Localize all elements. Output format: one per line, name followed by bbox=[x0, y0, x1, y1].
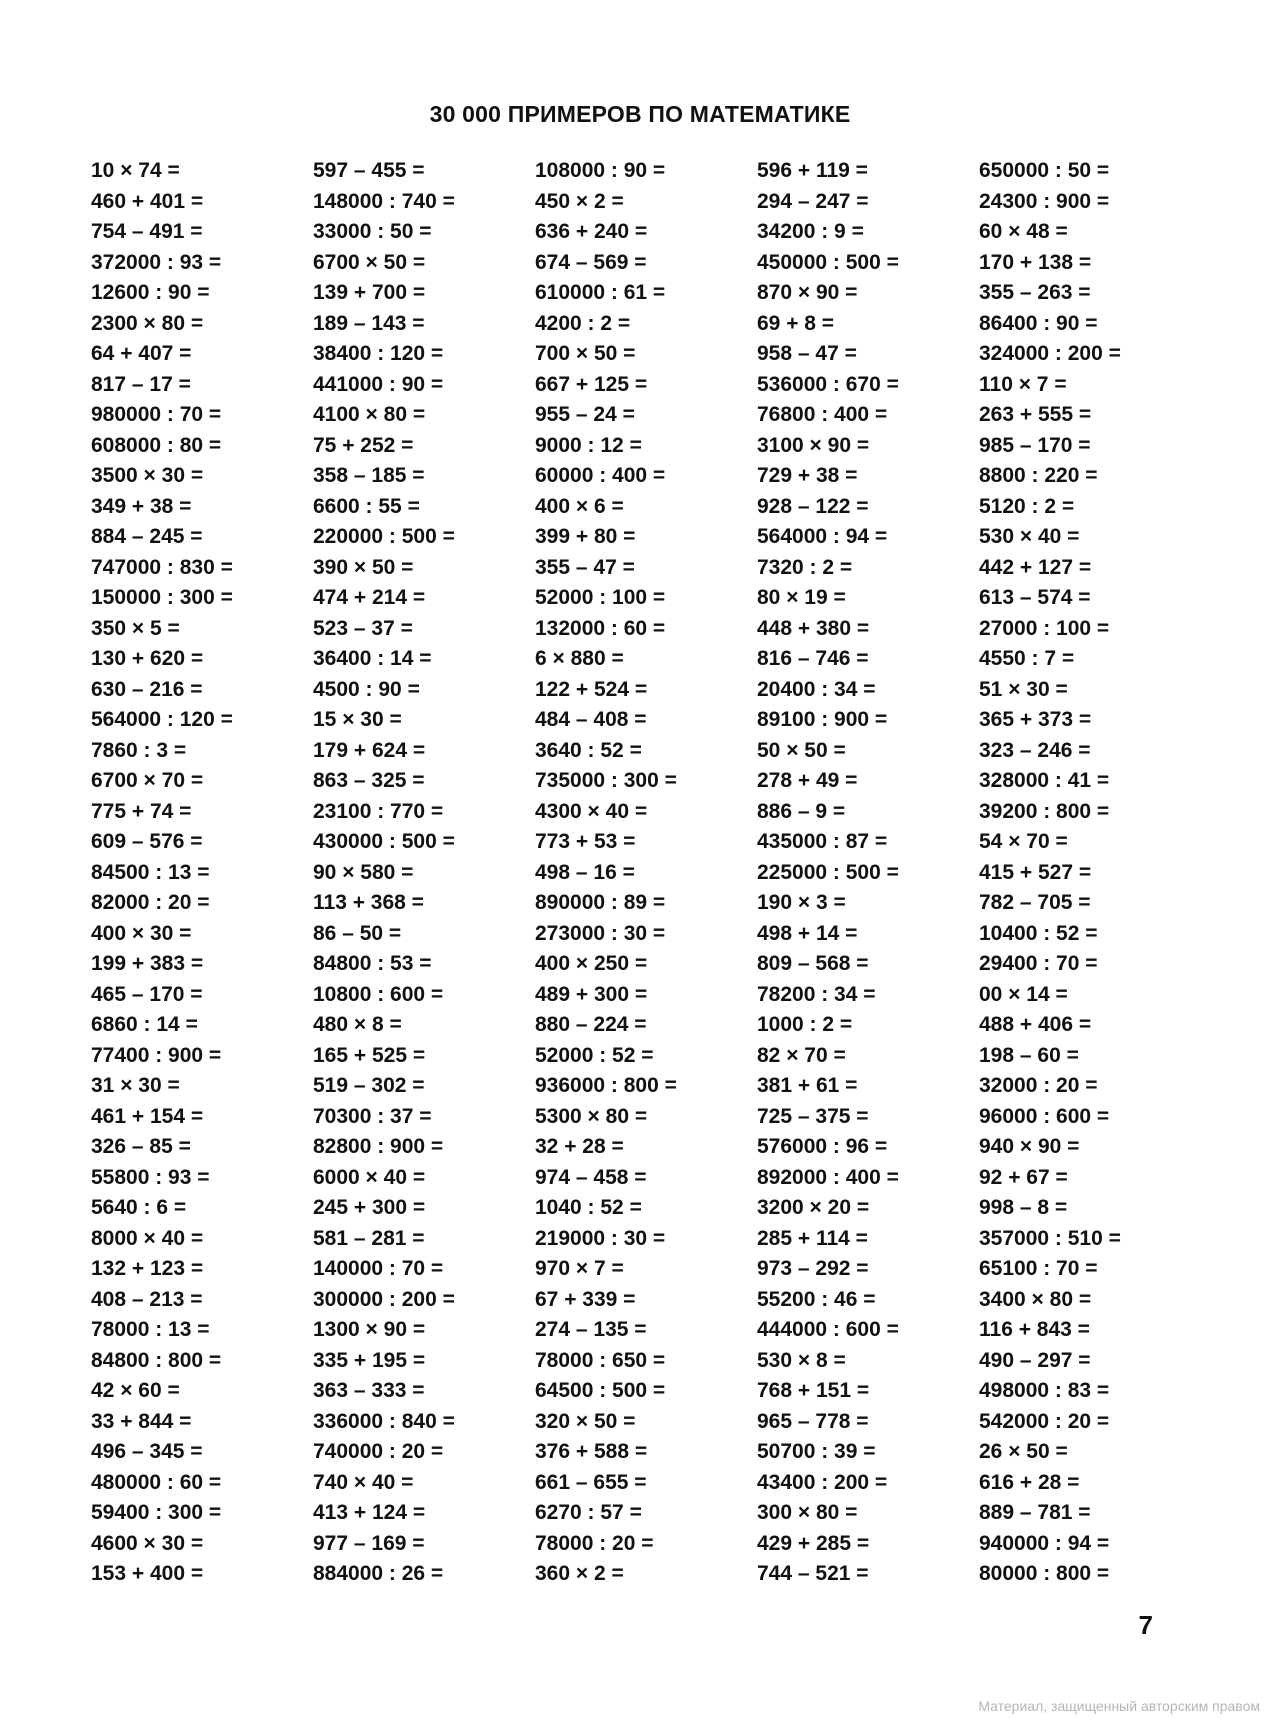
math-problem: 970 × 7 = bbox=[535, 1257, 624, 1280]
math-problem: 450 × 2 = bbox=[535, 189, 624, 213]
math-problem: 608000 : 80 = bbox=[91, 433, 222, 457]
math-problem: 429 + 285 = bbox=[757, 1531, 870, 1555]
math-problem: 985 – 170 = bbox=[979, 433, 1091, 457]
math-problem: 64500 : 500 = bbox=[535, 1379, 666, 1402]
math-problem: 78000 : 13 = bbox=[91, 1318, 210, 1341]
math-problem: 474 + 214 = bbox=[313, 586, 426, 609]
math-problem: 32000 : 20 = bbox=[979, 1074, 1098, 1097]
math-problem: 273000 : 30 = bbox=[535, 921, 666, 945]
math-problem: 817 – 17 = bbox=[91, 372, 191, 396]
math-problem: 390 × 50 = bbox=[313, 555, 414, 579]
math-problem: 245 + 300 = bbox=[313, 1196, 426, 1219]
math-problem: 863 – 325 = bbox=[313, 769, 425, 792]
math-problem: 465 – 170 = bbox=[91, 982, 203, 1006]
math-problem: 6860 : 14 = bbox=[91, 1013, 198, 1036]
math-problem: 498 – 16 = bbox=[535, 860, 635, 884]
math-problem: 50700 : 39 = bbox=[757, 1440, 876, 1463]
math-problem: 170 + 138 = bbox=[979, 250, 1092, 274]
math-problem: 884 – 245 = bbox=[91, 525, 203, 548]
math-problem: 729 + 38 = bbox=[757, 464, 858, 487]
math-problem: 980000 : 70 = bbox=[91, 403, 222, 426]
math-problem: 3640 : 52 = bbox=[535, 738, 642, 762]
math-problem: 530 × 8 = bbox=[757, 1348, 846, 1372]
math-problem: 179 + 624 = bbox=[313, 738, 426, 762]
math-problem: 51 × 30 = bbox=[979, 677, 1068, 701]
math-problem: 399 + 80 = bbox=[535, 525, 636, 548]
math-problem: 150000 : 300 = bbox=[91, 586, 233, 609]
math-problem: 435000 : 87 = bbox=[757, 830, 888, 853]
math-problem: 523 – 37 = bbox=[313, 616, 413, 640]
math-problem: 00 × 14 = bbox=[979, 982, 1068, 1006]
math-problem: 132 + 123 = bbox=[91, 1257, 204, 1280]
math-problem: 43400 : 200 = bbox=[757, 1470, 888, 1494]
math-problem: 78000 : 20 = bbox=[535, 1531, 654, 1555]
problem-columns bbox=[91, 156, 1221, 1596]
math-problem: 9000 : 12 = bbox=[535, 433, 642, 457]
math-problem: 70300 : 37 = bbox=[313, 1104, 432, 1128]
math-problem: 76800 : 400 = bbox=[757, 403, 888, 426]
math-problem: 413 + 124 = bbox=[313, 1501, 426, 1524]
math-problem: 52000 : 100 = bbox=[535, 586, 666, 609]
math-problem: 5120 : 2 = bbox=[979, 494, 1075, 518]
math-problem: 441000 : 90 = bbox=[313, 372, 444, 396]
math-problem: 90 × 580 = bbox=[313, 860, 414, 884]
math-problem: 190 × 3 = bbox=[757, 891, 846, 914]
math-problem: 122 + 524 = bbox=[535, 677, 648, 701]
math-problem: 613 – 574 = bbox=[979, 586, 1091, 609]
math-problem: 132000 : 60 = bbox=[535, 616, 666, 640]
math-problem: 285 + 114 = bbox=[757, 1226, 868, 1250]
math-problem: 50 × 50 = bbox=[757, 738, 846, 762]
math-problem: 113 + 368 = bbox=[313, 891, 424, 914]
math-problem: 116 + 843 = bbox=[979, 1318, 1090, 1341]
math-problem: 725 – 375 = bbox=[757, 1104, 869, 1128]
math-problem: 444000 : 600 = bbox=[757, 1318, 899, 1341]
math-problem: 55800 : 93 = bbox=[91, 1165, 210, 1189]
math-problem: 564000 : 120 = bbox=[91, 708, 233, 731]
math-problem: 84800 : 53 = bbox=[313, 952, 432, 975]
math-problem: 55200 : 46 = bbox=[757, 1287, 876, 1311]
math-problem: 6270 : 57 = bbox=[535, 1501, 642, 1524]
math-problem: 15 × 30 = bbox=[313, 708, 402, 731]
math-problem: 8800 : 220 = bbox=[979, 464, 1098, 487]
math-problem: 581 – 281 = bbox=[313, 1226, 425, 1250]
math-problem: 130 + 620 = bbox=[91, 647, 204, 670]
math-problem: 536000 : 670 = bbox=[757, 372, 899, 396]
math-problem: 1300 × 90 = bbox=[313, 1318, 426, 1341]
math-problem: 36400 : 14 = bbox=[313, 647, 432, 670]
math-problem: 92 + 67 = bbox=[979, 1165, 1068, 1189]
math-problem: 10800 : 600 = bbox=[313, 982, 444, 1006]
math-problem: 89100 : 900 = bbox=[757, 708, 888, 731]
math-problem: 349 + 38 = bbox=[91, 494, 192, 518]
math-problem: 884000 : 26 = bbox=[313, 1562, 444, 1585]
math-problem: 365 + 373 = bbox=[979, 708, 1092, 731]
math-problem: 576000 : 96 = bbox=[757, 1135, 888, 1158]
math-problem: 29400 : 70 = bbox=[979, 952, 1098, 975]
math-problem: 32 + 28 = bbox=[535, 1135, 624, 1158]
math-problem: 12600 : 90 = bbox=[91, 281, 210, 304]
math-problem: 324000 : 200 = bbox=[979, 342, 1121, 365]
math-problem: 263 + 555 = bbox=[979, 403, 1092, 426]
math-problem: 10 × 74 = bbox=[91, 159, 180, 182]
math-problem: 936000 : 800 = bbox=[535, 1074, 677, 1097]
math-problem: 86400 : 90 = bbox=[979, 311, 1098, 335]
math-problem: 355 – 263 = bbox=[979, 281, 1091, 304]
math-problem: 773 + 53 = bbox=[535, 830, 636, 853]
math-problem: 69 + 8 = bbox=[757, 311, 835, 335]
math-problem: 816 – 746 = bbox=[757, 647, 869, 670]
math-problem: 5640 : 6 = bbox=[91, 1196, 187, 1219]
math-problem: 886 – 9 = bbox=[757, 799, 846, 823]
math-problem: 274 – 135 = bbox=[535, 1318, 647, 1341]
math-problem: 400 × 6 = bbox=[535, 494, 624, 518]
math-problem: 6700 × 50 = bbox=[313, 250, 426, 274]
math-problem: 782 – 705 = bbox=[979, 891, 1091, 914]
math-problem: 448 + 380 = bbox=[757, 616, 870, 640]
math-problem: 328000 : 41 = bbox=[979, 769, 1110, 792]
math-problem: 220000 : 500 = bbox=[313, 525, 455, 548]
math-problem: 7320 : 2 = bbox=[757, 555, 853, 579]
math-problem: 189 – 143 = bbox=[313, 311, 425, 335]
math-problem: 140000 : 70 = bbox=[313, 1257, 444, 1280]
math-problem: 80 × 19 = bbox=[757, 586, 846, 609]
math-problem: 928 – 122 = bbox=[757, 494, 869, 518]
math-problem: 7860 : 3 = bbox=[91, 738, 187, 762]
math-problem: 630 – 216 = bbox=[91, 677, 203, 701]
math-problem: 78200 : 34 = bbox=[757, 982, 876, 1006]
math-problem: 609 – 576 = bbox=[91, 830, 203, 853]
problem-column-2 bbox=[313, 156, 533, 1590]
math-problem: 294 – 247 = bbox=[757, 189, 869, 213]
math-problem: 3400 × 80 = bbox=[979, 1287, 1092, 1311]
math-problem: 809 – 568 = bbox=[757, 952, 869, 975]
math-problem: 498000 : 83 = bbox=[979, 1379, 1110, 1402]
math-problem: 5300 × 80 = bbox=[535, 1104, 648, 1128]
math-problem: 33000 : 50 = bbox=[313, 220, 432, 243]
math-problem: 870 × 90 = bbox=[757, 281, 858, 304]
math-problem: 86 – 50 = bbox=[313, 921, 402, 945]
math-problem: 596 + 119 = bbox=[757, 159, 868, 182]
math-problem: 740000 : 20 = bbox=[313, 1440, 444, 1463]
math-problem: 400 × 30 = bbox=[91, 921, 192, 945]
math-problem: 744 – 521 = bbox=[757, 1562, 869, 1585]
math-problem: 700 × 50 = bbox=[535, 342, 636, 365]
problem-column-3 bbox=[535, 156, 755, 1590]
math-problem: 754 – 491 = bbox=[91, 220, 203, 243]
math-problem: 650000 : 50 = bbox=[979, 159, 1110, 182]
math-problem: 376 + 588 = bbox=[535, 1440, 648, 1463]
math-problem: 484 – 408 = bbox=[535, 708, 647, 731]
math-problem: 890000 : 89 = bbox=[535, 891, 666, 914]
math-problem: 4200 : 2 = bbox=[535, 311, 631, 335]
math-problem: 4300 × 40 = bbox=[535, 799, 648, 823]
math-problem: 3500 × 30 = bbox=[91, 464, 204, 487]
math-problem: 998 – 8 = bbox=[979, 1196, 1068, 1219]
math-problem: 542000 : 20 = bbox=[979, 1409, 1110, 1433]
math-problem: 747000 : 830 = bbox=[91, 555, 233, 579]
math-problem: 60 × 48 = bbox=[979, 220, 1068, 243]
math-problem: 460 + 401 = bbox=[91, 189, 204, 213]
problem-column-4 bbox=[757, 156, 977, 1590]
math-problem: 408 – 213 = bbox=[91, 1287, 203, 1311]
math-problem: 54 × 70 = bbox=[979, 830, 1068, 853]
math-problem: 225000 : 500 = bbox=[757, 860, 899, 884]
math-problem: 219000 : 30 = bbox=[535, 1226, 666, 1250]
math-problem: 974 – 458 = bbox=[535, 1165, 647, 1189]
math-problem: 358 – 185 = bbox=[313, 464, 425, 487]
math-problem: 300000 : 200 = bbox=[313, 1287, 455, 1311]
math-problem: 768 + 151 = bbox=[757, 1379, 870, 1402]
math-problem: 3200 × 20 = bbox=[757, 1196, 870, 1219]
math-problem: 52000 : 52 = bbox=[535, 1043, 654, 1067]
math-problem: 488 + 406 = bbox=[979, 1013, 1092, 1036]
math-problem: 199 + 383 = bbox=[91, 952, 204, 975]
math-problem: 60000 : 400 = bbox=[535, 464, 666, 487]
math-problem: 4500 : 90 = bbox=[313, 677, 420, 701]
math-problem: 735000 : 300 = bbox=[535, 769, 677, 792]
math-problem: 26 × 50 = bbox=[979, 1440, 1068, 1463]
math-problem: 8000 × 40 = bbox=[91, 1226, 204, 1250]
math-problem: 674 – 569 = bbox=[535, 250, 647, 274]
math-problem: 610000 : 61 = bbox=[535, 281, 666, 304]
math-problem: 965 – 778 = bbox=[757, 1409, 869, 1433]
math-problem: 490 – 297 = bbox=[979, 1348, 1091, 1372]
math-problem: 75 + 252 = bbox=[313, 433, 414, 457]
math-problem: 323 – 246 = bbox=[979, 738, 1091, 762]
math-problem: 415 + 527 = bbox=[979, 860, 1092, 884]
math-problem: 498 + 14 = bbox=[757, 921, 858, 945]
math-problem: 110 × 7 = bbox=[979, 372, 1067, 396]
math-problem: 31 × 30 = bbox=[91, 1074, 180, 1097]
math-problem: 4100 × 80 = bbox=[313, 403, 426, 426]
math-problem: 519 – 302 = bbox=[313, 1074, 425, 1097]
math-problem: 400 × 250 = bbox=[535, 952, 648, 975]
math-problem: 1040 : 52 = bbox=[535, 1196, 642, 1219]
math-problem: 59400 : 300 = bbox=[91, 1501, 222, 1524]
math-problem: 2300 × 80 = bbox=[91, 311, 204, 335]
math-problem: 165 + 525 = bbox=[313, 1043, 426, 1067]
math-problem: 775 + 74 = bbox=[91, 799, 192, 823]
math-problem: 667 + 125 = bbox=[535, 372, 648, 396]
math-problem: 958 – 47 = bbox=[757, 342, 857, 365]
math-problem: 6600 : 55 = bbox=[313, 494, 420, 518]
math-problem: 82 × 70 = bbox=[757, 1043, 846, 1067]
math-problem: 24300 : 900 = bbox=[979, 189, 1110, 213]
math-problem: 4600 × 30 = bbox=[91, 1531, 204, 1555]
math-problem: 198 – 60 = bbox=[979, 1043, 1079, 1067]
math-problem: 336000 : 840 = bbox=[313, 1409, 455, 1433]
math-problem: 480000 : 60 = bbox=[91, 1470, 222, 1494]
math-problem: 740 × 40 = bbox=[313, 1470, 414, 1494]
math-problem: 65100 : 70 = bbox=[979, 1257, 1098, 1280]
math-problem: 300 × 80 = bbox=[757, 1501, 858, 1524]
math-problem: 6000 × 40 = bbox=[313, 1165, 426, 1189]
math-problem: 77400 : 900 = bbox=[91, 1043, 222, 1067]
math-problem: 34200 : 9 = bbox=[757, 220, 864, 243]
math-problem: 27000 : 100 = bbox=[979, 616, 1110, 640]
page-number: 7 bbox=[1138, 1610, 1153, 1640]
math-problem: 4550 : 7 = bbox=[979, 647, 1075, 670]
math-problem: 461 + 154 = bbox=[91, 1104, 204, 1128]
page-title: 30 000 ПРИМЕРОВ ПО МАТЕМАТИКЕ bbox=[429, 101, 851, 127]
math-problem: 496 – 345 = bbox=[91, 1440, 203, 1463]
math-problem: 278 + 49 = bbox=[757, 769, 858, 792]
problem-column-1 bbox=[91, 156, 311, 1590]
math-problem: 880 – 224 = bbox=[535, 1013, 647, 1036]
math-problem: 6 × 880 = bbox=[535, 647, 624, 670]
math-problem: 82000 : 20 = bbox=[91, 891, 210, 914]
math-problem: 148000 : 740 = bbox=[313, 189, 455, 213]
math-problem: 38400 : 120 = bbox=[313, 342, 444, 365]
math-problem: 636 + 240 = bbox=[535, 220, 648, 243]
math-problem: 564000 : 94 = bbox=[757, 525, 888, 548]
problem-column-5 bbox=[979, 156, 1199, 1590]
math-problem: 350 × 5 = bbox=[91, 616, 180, 640]
math-problem: 357000 : 510 = bbox=[979, 1226, 1121, 1250]
math-problem: 320 × 50 = bbox=[535, 1409, 636, 1433]
math-problem: 10400 : 52 = bbox=[979, 921, 1098, 945]
math-problem: 372000 : 93 = bbox=[91, 250, 222, 274]
math-problem: 3100 × 90 = bbox=[757, 433, 870, 457]
math-problem: 355 – 47 = bbox=[535, 555, 635, 579]
math-problem: 84800 : 800 = bbox=[91, 1348, 222, 1372]
math-problem: 955 – 24 = bbox=[535, 403, 635, 426]
math-problem: 64 + 407 = bbox=[91, 342, 192, 365]
math-problem: 430000 : 500 = bbox=[313, 830, 455, 853]
math-problem: 1000 : 2 = bbox=[757, 1013, 853, 1036]
math-problem: 139 + 700 = bbox=[313, 281, 426, 304]
math-problem: 96000 : 600 = bbox=[979, 1104, 1110, 1128]
math-problem: 20400 : 34 = bbox=[757, 677, 876, 701]
math-problem: 480 × 8 = bbox=[313, 1013, 402, 1036]
math-problem: 153 + 400 = bbox=[91, 1562, 204, 1585]
math-problem: 661 – 655 = bbox=[535, 1470, 647, 1494]
math-problem: 6700 × 70 = bbox=[91, 769, 204, 792]
math-problem: 363 – 333 = bbox=[313, 1379, 425, 1402]
math-problem: 42 × 60 = bbox=[91, 1379, 180, 1402]
math-problem: 108000 : 90 = bbox=[535, 159, 666, 182]
math-problem: 84500 : 13 = bbox=[91, 860, 210, 884]
math-problem: 78000 : 650 = bbox=[535, 1348, 666, 1372]
math-problem: 940000 : 94 = bbox=[979, 1531, 1110, 1555]
math-problem: 977 – 169 = bbox=[313, 1531, 425, 1555]
math-problem: 381 + 61 = bbox=[757, 1074, 858, 1097]
math-problem: 616 + 28 = bbox=[979, 1470, 1080, 1494]
math-problem: 335 + 195 = bbox=[313, 1348, 426, 1372]
math-problem: 33 + 844 = bbox=[91, 1409, 192, 1433]
math-problem: 489 + 300 = bbox=[535, 982, 648, 1006]
math-problem: 442 + 127 = bbox=[979, 555, 1092, 579]
math-problem: 23100 : 770 = bbox=[313, 799, 444, 823]
math-problem: 973 – 292 = bbox=[757, 1257, 869, 1280]
math-problem: 39200 : 800 = bbox=[979, 799, 1110, 823]
math-problem: 326 – 85 = bbox=[91, 1135, 191, 1158]
math-problem: 82800 : 900 = bbox=[313, 1135, 444, 1158]
math-problem: 940 × 90 = bbox=[979, 1135, 1080, 1158]
math-problem: 80000 : 800 = bbox=[979, 1562, 1110, 1585]
copyright-notice: Материал, защищенный авторским правом bbox=[978, 1698, 1260, 1714]
math-problem: 360 × 2 = bbox=[535, 1562, 624, 1585]
math-problem: 530 × 40 = bbox=[979, 525, 1080, 548]
math-problem: 597 – 455 = bbox=[313, 159, 425, 182]
math-problem: 67 + 339 = bbox=[535, 1287, 636, 1311]
math-problem: 892000 : 400 = bbox=[757, 1165, 899, 1189]
math-problem: 889 – 781 = bbox=[979, 1501, 1091, 1524]
math-problem: 450000 : 500 = bbox=[757, 250, 899, 274]
